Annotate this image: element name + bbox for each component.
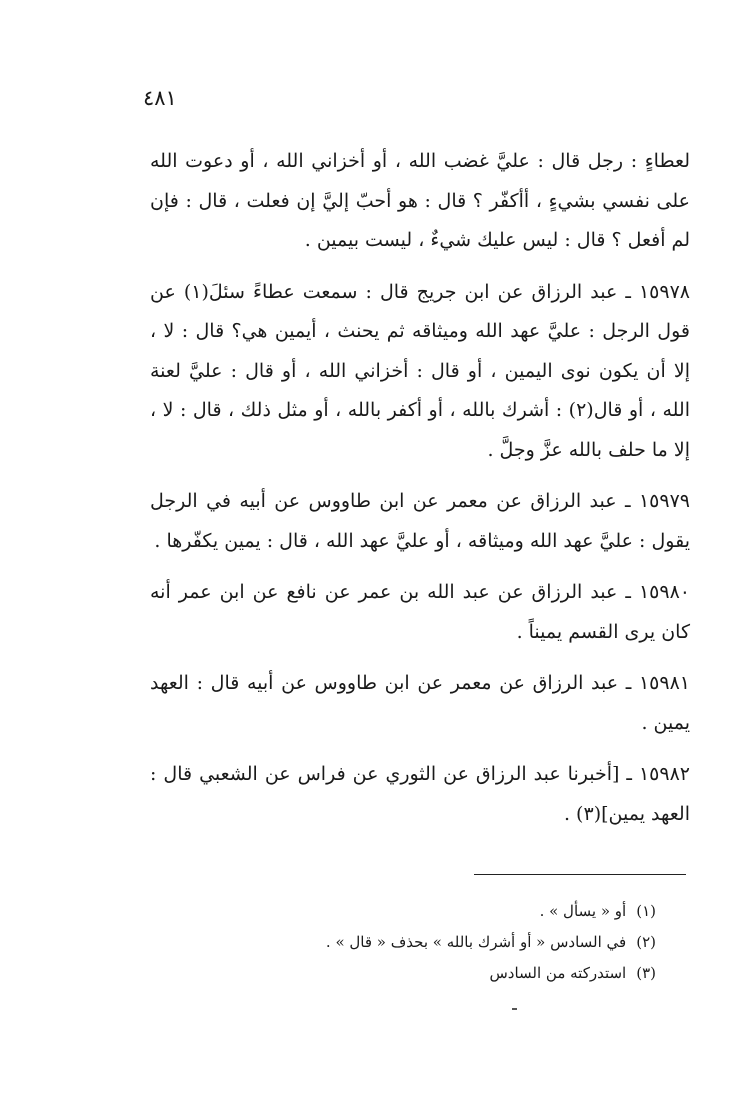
footnote-text: أو « يسأل » . [539, 902, 627, 920]
footnote-divider [474, 874, 686, 875]
main-text [150, 142, 690, 834]
hadith-15980: ١٥٩٨٠ ـ عبد الرزاق عن عبد الله بن عمر عن نافع عن ابن عمر أنه كان يرى القسم يميناً . [150, 581, 690, 643]
footnote-number: (٢) [636, 933, 656, 951]
print-speck [512, 1008, 517, 1010]
hadith-15978: ١٥٩٧٨ ـ عبد الرزاق عن ابن جريج قال : سمعت عطاءً سئلَ(١) عن قول الرجل : عليَّ عهد الله وميثاقه ثم يحنث ، أيمين هي؟ قال : لا ، إلا أن يكون نوى اليمين ، أو قال : أخزاني الله ، أو قال : عليَّ لعنة الله ، أو قال(٢) : أشرك بالله ، أو أكفر بالله ، أو مثل ذلك ، قال : لا ، إلا ما حلف بالله عزَّ وجلَّ . [150, 280, 690, 461]
footnote-3 [300, 958, 656, 989]
hadith-15981: ١٥٩٨١ ـ عبد الرزاق عن معمر عن ابن طاووس عن أبيه قال : العهد يمين . [150, 672, 690, 734]
footnote-number: (١) [636, 902, 656, 920]
footnotes [300, 896, 656, 989]
footnote-1 [300, 896, 656, 927]
hadith-15982: ١٥٩٨٢ ـ [أخبرنا عبد الرزاق عن الثوري عن فراس عن الشعبي قال : العهد يمين](٣) . [150, 763, 690, 825]
hadith-15979: ١٥٩٧٩ ـ عبد الرزاق عن معمر عن ابن طاووس عن أبيه في الرجل يقول : عليَّ عهد الله وميثاقه ، أو عليَّ عهد الله ، قال : يمين يكفّرها . [150, 490, 690, 552]
footnote-2 [300, 927, 656, 958]
footnote-text: استدركته من السادس [489, 964, 627, 982]
page-number: ٤٨١ [143, 86, 177, 110]
footnote-number: (٣) [636, 964, 656, 982]
footnote-text: في السادس « أو أشرك بالله » بحذف « قال » . [325, 933, 627, 951]
paragraph-continuation: لعطاءٍ : رجل قال : عليَّ غضب الله ، أو أخزاني الله ، أو دعوت الله على نفسي بشيءٍ ، أأكفّر ؟ قال : هو أحبّ إليَّ إن فعلت ، قال : فإن لم أفعل ؟ قال : ليس عليك شيءٌ ، ليست بيمين . [150, 150, 690, 251]
